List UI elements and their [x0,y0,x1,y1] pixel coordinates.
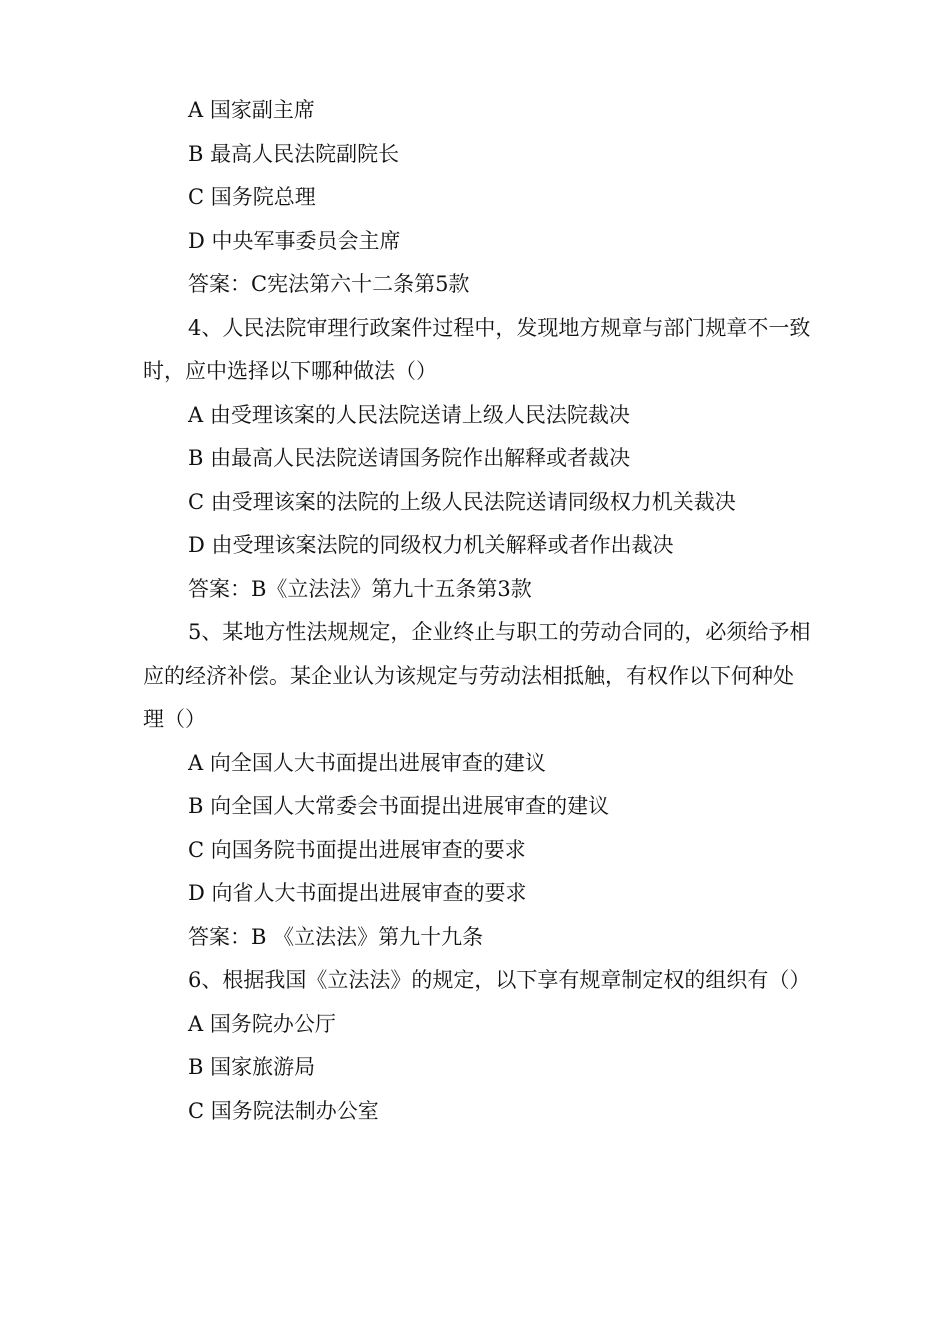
q4-question: 4、人民法院审理行政案件过程中，发现地方规章与部门规章不一致时，应中选择以下哪种做法（） [143,315,811,383]
q5-option-a: A 向全国人大书面提出进展审查的建议 [188,750,546,775]
q6-option-c: C 国务院法制办公室 [188,1098,379,1123]
q6-option-a: A 国务院办公厅 [188,1011,336,1036]
q3-answer: 答案：C宪法第六十二条第5款 [188,272,470,296]
q5-option-c: C 向国务院书面提出进展审查的要求 [188,837,526,862]
q4-option-b: B 由最高人民法院送请国务院作出解释或者裁决 [188,446,631,470]
q5-question: 5、某地方性法规规定，企业终止与职工的劳动合同的，必须给予相应的经济补偿。某企业认为该规定与劳动法相抵触，有权作以下何种处理（） [143,620,811,731]
q3-option-d: D 中央军事委员会主席 [188,228,401,253]
q5-answer: 答案：B 《立法法》第九十九条 [188,924,484,949]
q4-option-a: A 由受理该案的人民法院送请上级人民法院裁决 [188,402,630,427]
q3-option-a: A 国家副主席 [188,98,315,122]
q3-option-b: B 最高人民法院副院长 [188,141,400,166]
q4-option-c: C 由受理该案的法院的上级人民法院送请同级权力机关裁决 [188,489,736,514]
q4-answer: 答案：B《立法法》第九十五条第3款 [188,576,532,601]
q4-option-d: D 由受理该案法院的同级权力机关解释或者作出裁决 [188,533,674,557]
q3-option-c: C 国务院总理 [188,185,316,209]
q6-question: 6、根据我国《立法法》的规定，以下享有规章制定权的组织有（） [188,968,811,992]
q6-option-b: B 国家旅游局 [188,1055,316,1079]
q5-option-b: B 向全国人大常委会书面提出进展审查的建议 [188,794,610,818]
q5-option-d: D 向省人大书面提出进展审查的要求 [188,881,527,905]
document-content [143,89,813,1133]
